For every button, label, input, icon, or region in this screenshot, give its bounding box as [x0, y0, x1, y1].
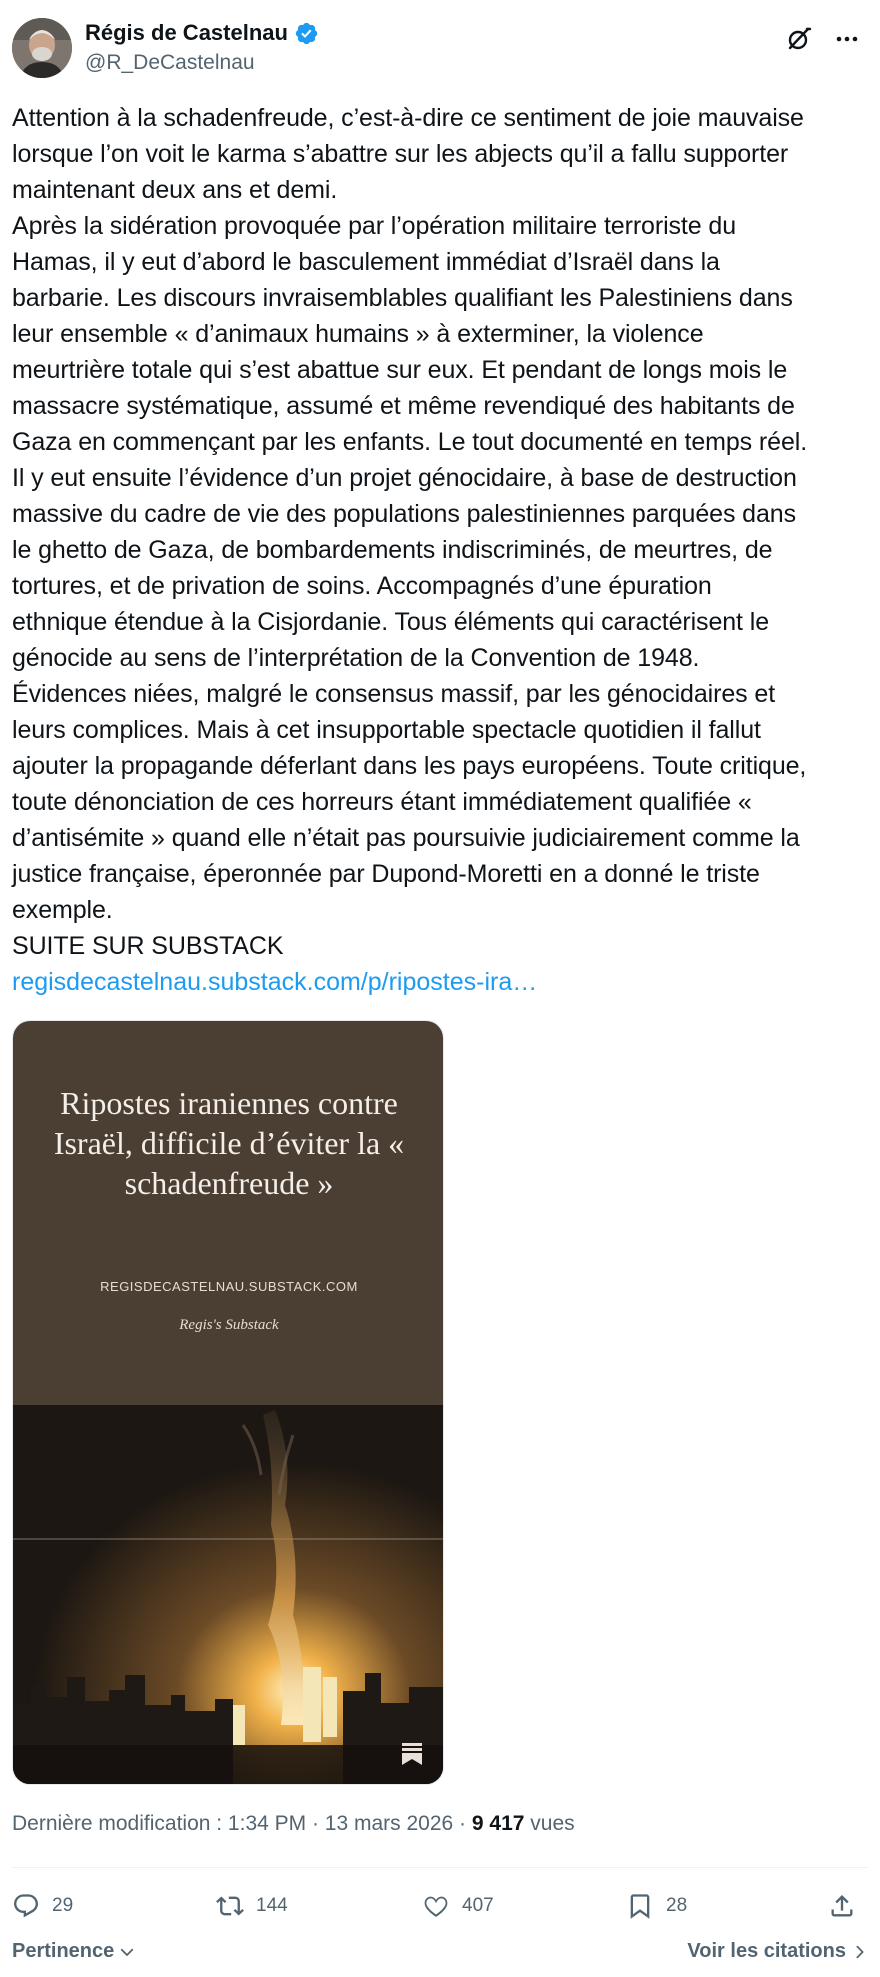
author-name-label: Régis de Castelnau [85, 20, 288, 45]
share-button[interactable] [828, 1884, 856, 1928]
action-bar [12, 1884, 868, 1928]
grok-button[interactable] [778, 18, 820, 60]
substack-link[interactable]: regisdecastelnau.substack.com/p/ripostes-ira… [12, 968, 538, 996]
timestamp[interactable]: Dernière modification : 1:34 PM · 13 mars 2026 · [12, 1812, 472, 1835]
like-count: 407 [462, 1895, 494, 1916]
substack-bookmark-icon [399, 1741, 425, 1767]
card-subtitle: Regis's Substack [179, 1317, 279, 1333]
repost-count: 144 [256, 1895, 288, 1916]
view-quotes-link[interactable] [687, 1940, 868, 1963]
grok-icon [785, 25, 813, 53]
tweet-header [12, 14, 868, 84]
share-icon [828, 1892, 856, 1920]
repost-icon [216, 1892, 244, 1920]
tweet-text: Attention à la schadenfreude, c’est-à-dire ce sentiment de joie mauvaise lorsque l’on voit le karma s’abattre sur les abjects qu’il a fallu supporter maintenant deux ans et demi. Après la sidération provoquée par l’opération militaire terroriste du Hamas, il y eut d’abord le basculement immédiat d’Israël dans la barbarie. Les discours invraisemblables qualifiant les Palestiniens dans leur ensemble « d’animaux humains » à exterminer, la violence meurtrière totale qui s’est abattue sur eux. Et pendant de longs mois le massacre systématique, assumé et même revendiqué des habitants de Gaza en commençant par les enfants. Le tout documenté en temps réel. Il y eut ensuite l’évidence d’un projet génocidaire, à base de destruction massive du cadre de vie des populations palestiniennes parquées dans le ghetto de Gaza, de bombardements indiscriminés, de meurtres, de tortures, et de privation de soins. Accompagnés d’une épuration ethnique étendue à la Cisjordanie. Tous éléments qui caractérisent le génocide au sens de l’interprétation de la Convention de 1948. Évidences niées, malgré le consensus massif, par les génocidaires et leurs complices. Mais à cet insupportable spectacle quotidien il fallut ajouter la propagande déferlant dans les pays européens. Toute critique, toute dénonciation de ces horreurs étant immédiatement qualifiée « d’antisémite » quand elle n’était pas poursuivie judiciairement comme la justice française, éperonnée par Dupond-Moretti en a donné le triste exemple. SUITE SUR SUBSTACK [12, 104, 808, 960]
bookmark-count: 28 [666, 1895, 688, 1916]
more-icon [834, 26, 860, 52]
more-button[interactable] [826, 18, 868, 60]
sort-label: Pertinence [12, 1940, 115, 1962]
card-title: Ripostes iraniennes contre Israël, difficile d’éviter la « schadenfreude » [53, 1085, 405, 1201]
like-icon [422, 1892, 450, 1920]
reply-button[interactable] [12, 1884, 73, 1928]
card-photo [13, 1405, 444, 1785]
tweet-meta [12, 1812, 575, 1836]
quotes-label: Voir les citations [687, 1940, 846, 1962]
like-button[interactable] [422, 1884, 494, 1928]
views-count: 9 417 [471, 1812, 525, 1835]
bookmark-button[interactable] [626, 1884, 687, 1928]
reply-icon [12, 1892, 40, 1920]
avatar[interactable] [12, 18, 72, 78]
link-preview-card[interactable] [12, 1020, 444, 1785]
author-handle[interactable]: @R_DeCastelnau [85, 51, 255, 74]
divider [12, 1867, 868, 1868]
repost-button[interactable] [216, 1884, 288, 1928]
views-label: vues [524, 1812, 575, 1835]
verified-badge-icon [294, 21, 319, 46]
reply-count: 29 [52, 1895, 74, 1916]
sort-dropdown[interactable] [12, 1940, 136, 1963]
chevron-down-icon [118, 1943, 136, 1961]
card-domain: REGISDECASTELNAU.SUBSTACK.COM [100, 1279, 358, 1294]
author-name[interactable] [85, 20, 319, 46]
chevron-right-icon [852, 1944, 868, 1960]
card-cover [13, 1021, 444, 1405]
replies-bar [12, 1940, 868, 1972]
bookmark-icon [626, 1892, 654, 1920]
